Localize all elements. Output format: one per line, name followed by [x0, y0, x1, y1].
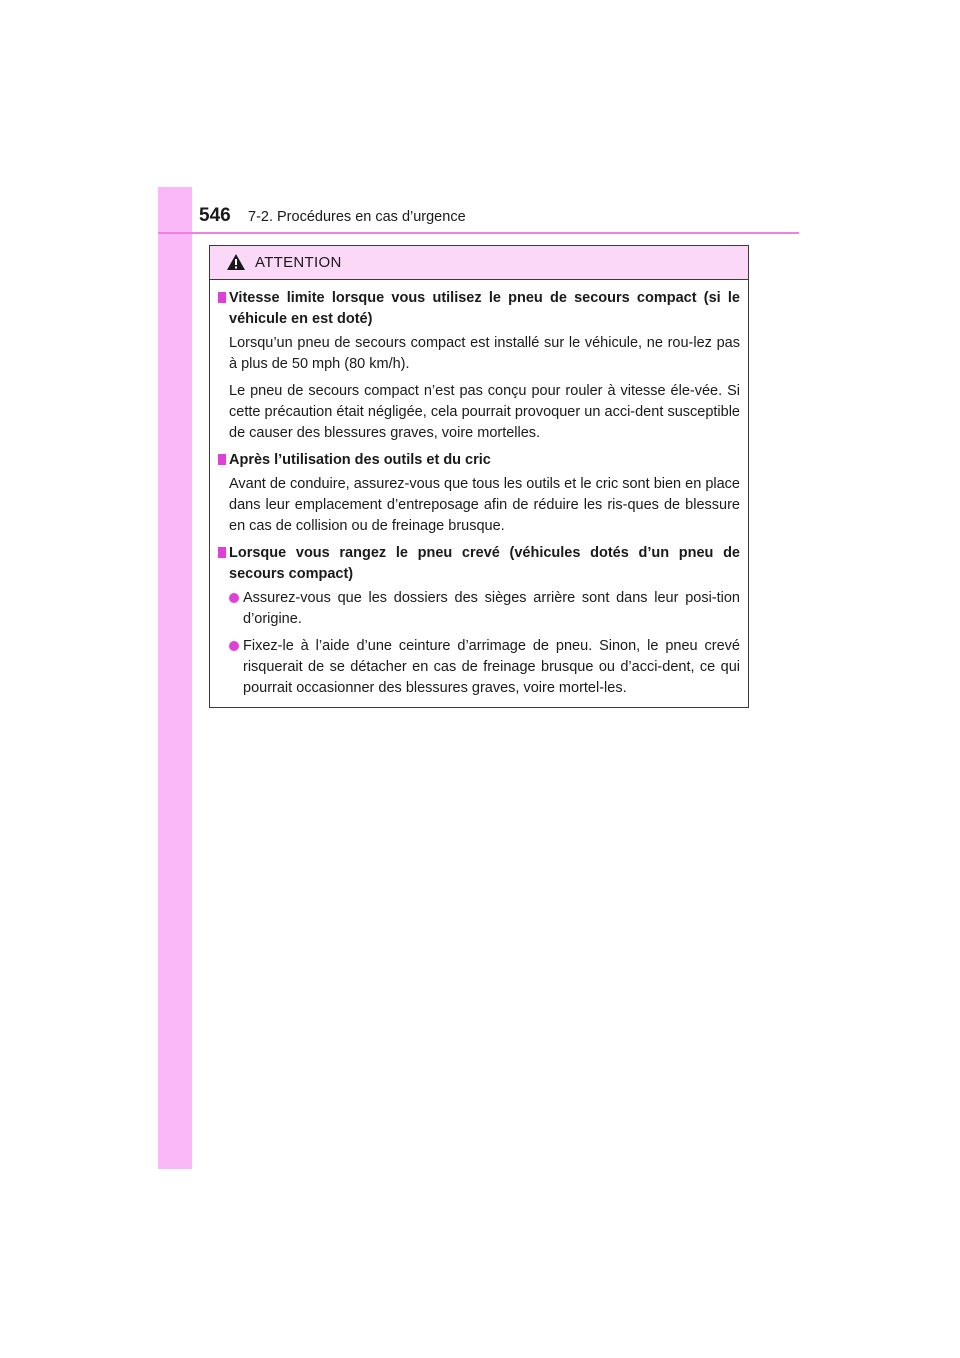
list-item-text: Assurez-vous que les dossiers des sièges arrière sont dans leur posi-tion d’origine. — [243, 590, 740, 627]
section-heading: Lorsque vous rangez le pneu crevé (véhicules dotés d’un pneu de secours compact) — [229, 545, 740, 582]
section-after-tools — [218, 450, 740, 537]
square-bullet-icon — [218, 454, 226, 465]
header-rule — [192, 232, 799, 234]
attention-content — [210, 280, 748, 699]
section-paragraph: Le pneu de secours compact n’est pas conçu pour rouler à vitesse éle-vée. Si cette précaution était négligée, cela pourrait provoquer un acci-dent susceptible de causer des blessures graves, voire mortelles. — [229, 383, 740, 441]
attention-header — [210, 246, 748, 280]
attention-label: ATTENTION — [255, 254, 342, 271]
attention-box — [209, 245, 749, 708]
header-rule-left — [158, 232, 192, 234]
square-bullet-icon — [218, 547, 226, 558]
section-paragraph: Avant de conduire, assurez-vous que tous les outils et le cric sont bien en place dans leur emplacement d’entreposage afin de réduire les ris-ques de blessure en cas de collision ou de freinage brusque. — [229, 476, 740, 534]
list-item-text: Fixez-le à l’aide d’une ceinture d’arrimage de pneu. Sinon, le pneu crevé risquerait de se détacher en cas de freinage brusque ou d’acci-dent, ce qui pourrait occasionner des blessures graves, voire mortel-les. — [243, 638, 740, 696]
chapter-side-band — [158, 187, 192, 1169]
warning-triangle-icon — [226, 253, 246, 271]
list-item — [229, 588, 740, 630]
section-spare-speed — [218, 288, 740, 444]
section-title: 7-2. Procédures en cas d’urgence — [248, 209, 466, 225]
round-bullet-icon — [229, 593, 239, 603]
square-bullet-icon — [218, 292, 226, 303]
section-heading: Vitesse limite lorsque vous utilisez le pneu de secours compact (si le véhicule en est doté) — [229, 290, 740, 327]
page-number: 546 — [199, 205, 231, 226]
round-bullet-icon — [229, 641, 239, 651]
section-heading: Après l’utilisation des outils et du cric — [229, 452, 491, 468]
list-item — [229, 636, 740, 699]
section-paragraph: Lorsqu’un pneu de secours compact est installé sur le véhicule, ne rou-lez pas à plus de 50 mph (80 km/h). — [229, 335, 740, 372]
section-flat-tire-storage — [218, 543, 740, 699]
